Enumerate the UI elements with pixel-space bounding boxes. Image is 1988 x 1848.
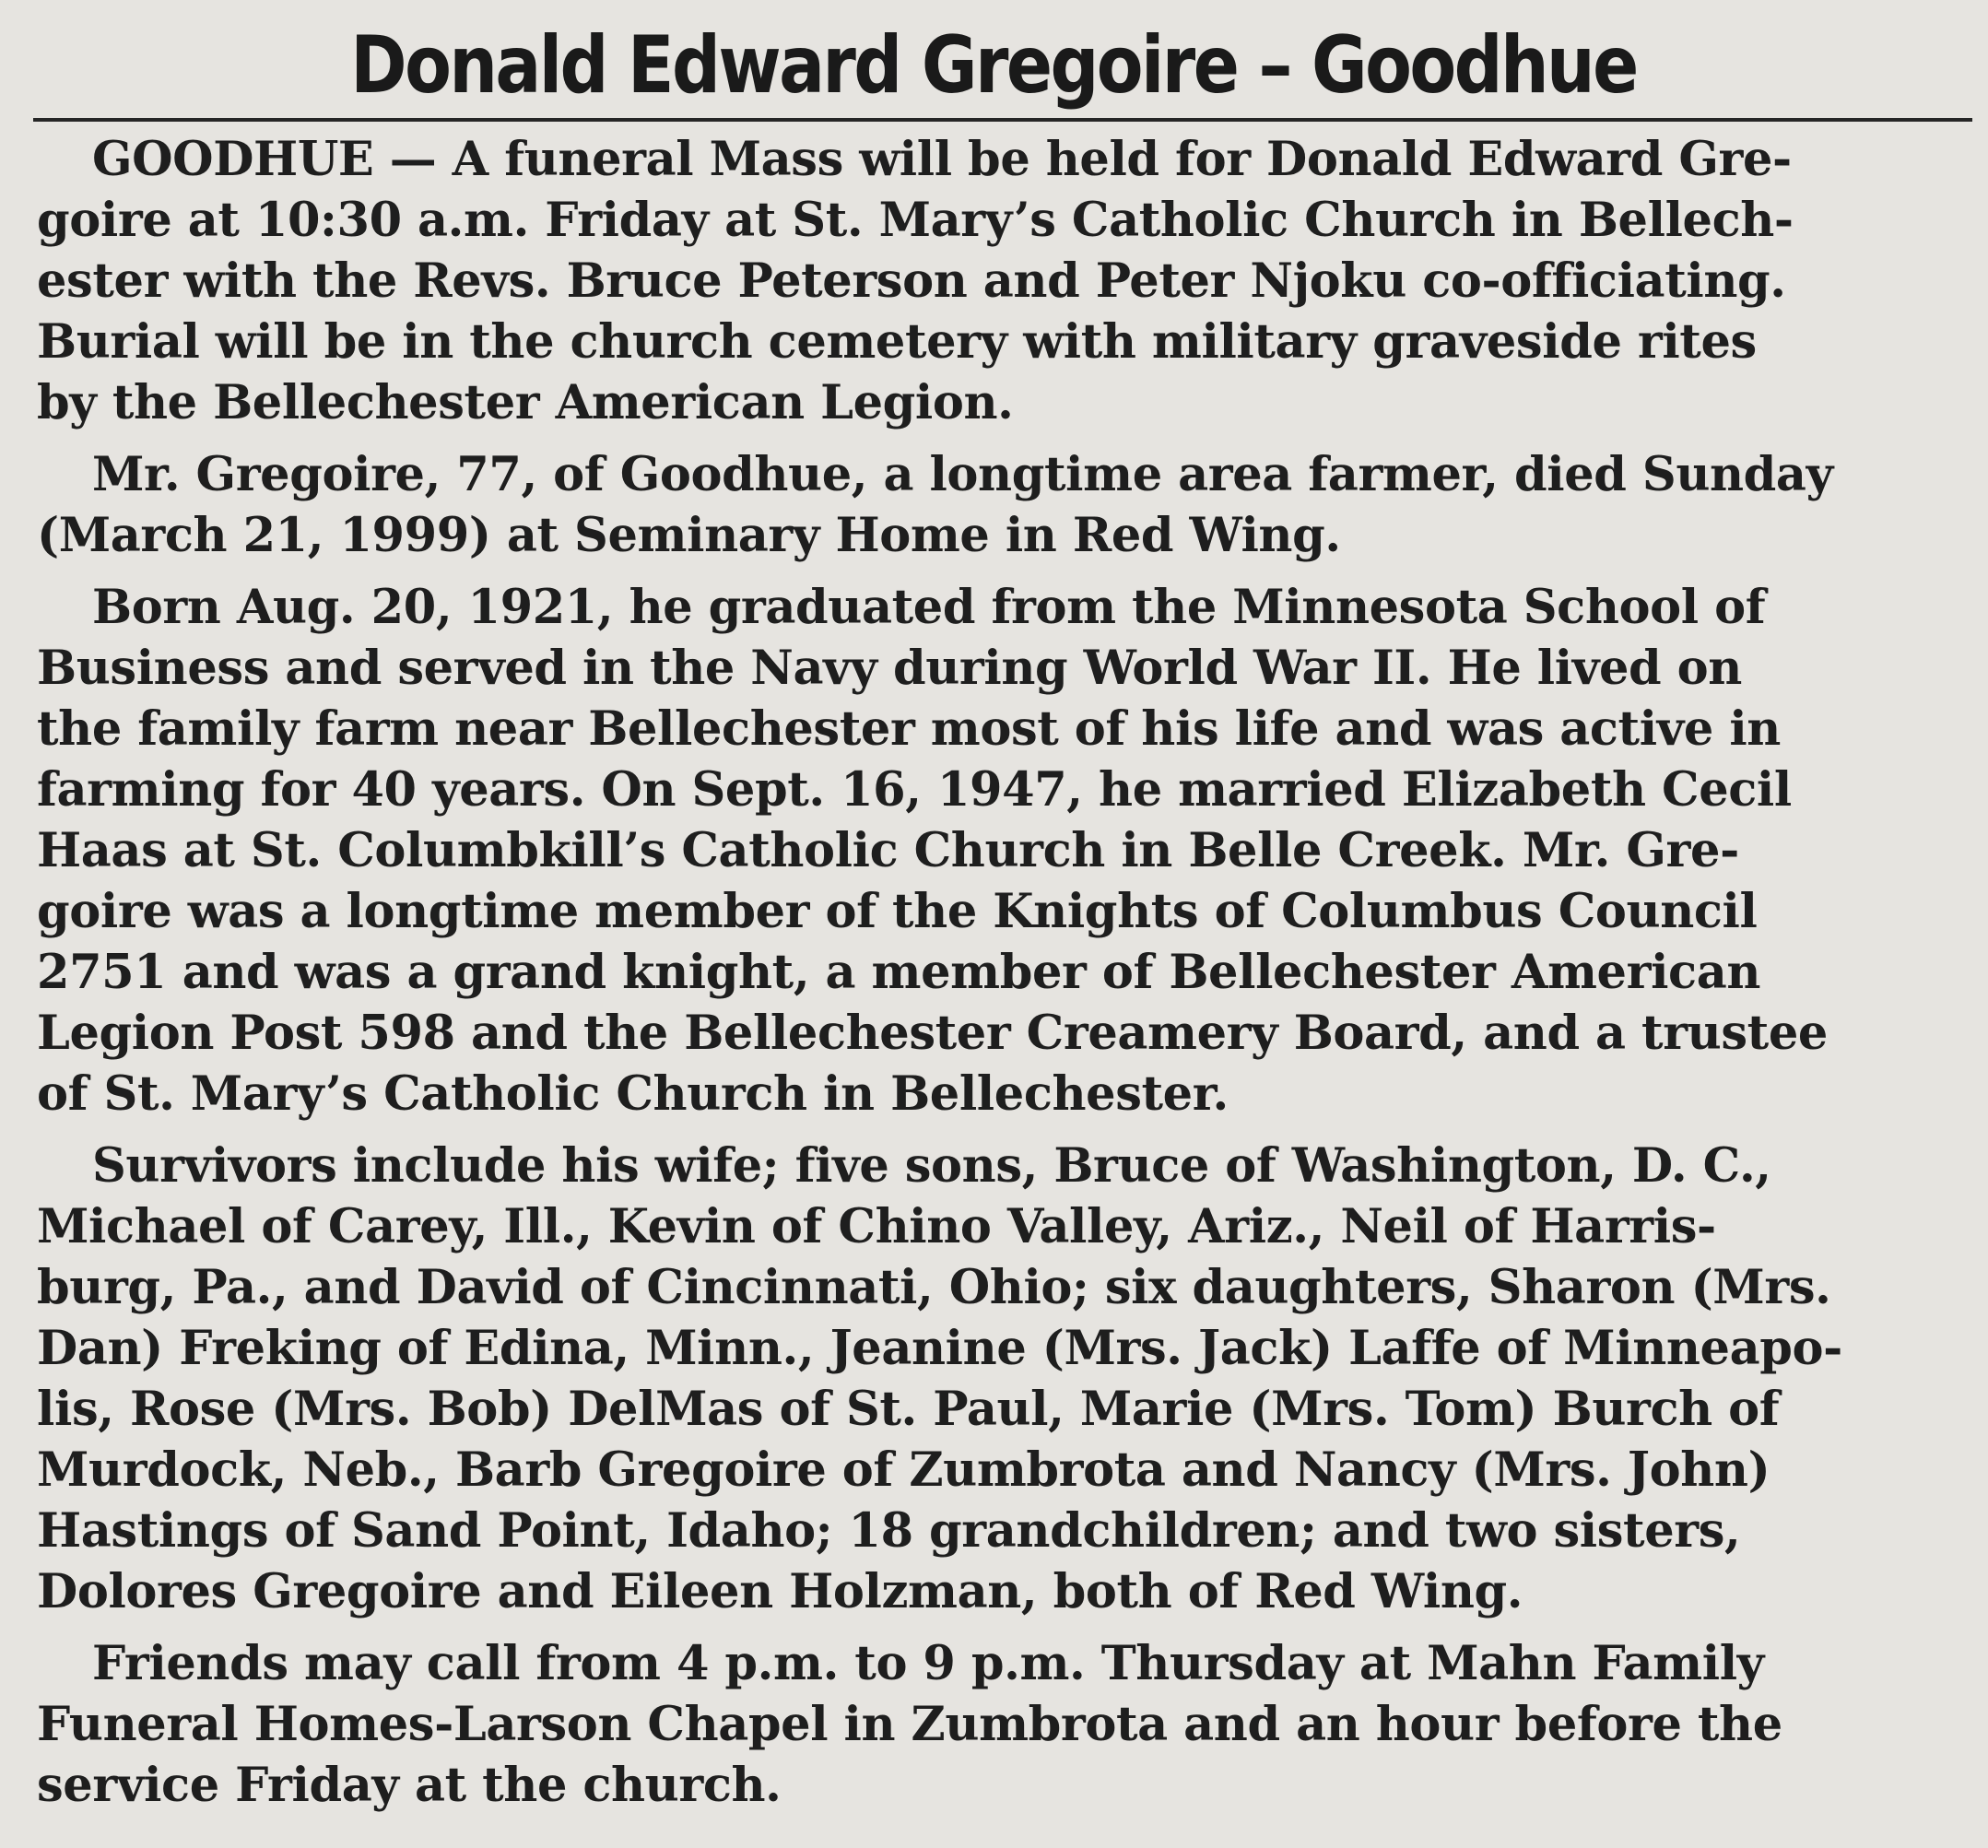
text-line: Murdock, Neb., Barb Gregoire of Zumbrota and Nancy (Mrs. John): [37, 1442, 1770, 1498]
text-line: Hastings of Sand Point, Idaho; 18 grandchildren; and two sisters,: [37, 1503, 1741, 1559]
text-line: Funeral Homes-Larson Chapel in Zumbrota and an hour before the: [37, 1697, 1782, 1752]
text-line: Business and served in the Navy during World War II. He lived on: [37, 641, 1742, 696]
obituary-paragraph: [37, 577, 1954, 1124]
text-line: by the Bellechester American Legion.: [37, 375, 1014, 430]
obituary-body: [37, 129, 1954, 1827]
text-line: Legion Post 598 and the Bellechester Creamery Board, and a trustee: [37, 1006, 1828, 1061]
text-line: Michael of Carey, Ill., Kevin of Chino Valley, Ariz., Neil of Harris-: [37, 1199, 1716, 1254]
text-line: of St. Mary’s Catholic Church in Bellechester.: [37, 1066, 1229, 1122]
obituary-headline: Donald Edward Gregoire – Goodhue: [350, 19, 1637, 112]
obituary-paragraph: [37, 444, 1954, 566]
text-line: burg, Pa., and David of Cincinnati, Ohio; six daughters, Sharon (Mrs.: [37, 1260, 1831, 1315]
text-line: Dan) Freking of Edina, Minn., Jeanine (Mrs. Jack) Laffe of Minneapo-: [37, 1321, 1842, 1376]
text-line: Mr. Gregoire, 77, of Goodhue, a longtime area farmer, died Sunday: [92, 447, 1833, 502]
text-line: service Friday at the church.: [37, 1758, 782, 1813]
text-line: GOODHUE — A funeral Mass will be held for Donald Edward Gre-: [92, 132, 1792, 187]
text-line: the family farm near Bellechester most of his life and was active in: [37, 701, 1781, 757]
text-line: Survivors include his wife; five sons, Bruce of Washington, D. C.,: [92, 1138, 1771, 1194]
text-line: lis, Rose (Mrs. Bob) DelMas of St. Paul, Marie (Mrs. Tom) Burch of: [37, 1382, 1780, 1437]
text-line: Dolores Gregoire and Eileen Holzman, both of Red Wing.: [37, 1564, 1523, 1619]
text-line: (March 21, 1999) at Seminary Home in Red Wing.: [37, 508, 1341, 563]
text-line: Haas at St. Columbkill’s Catholic Church in Belle Creek. Mr. Gre-: [37, 823, 1739, 878]
text-line: farming for 40 years. On Sept. 16, 1947, he married Elizabeth Cecil: [37, 762, 1792, 818]
text-line: ester with the Revs. Bruce Peterson and Peter Njoku co-officiating.: [37, 253, 1786, 309]
headline-rule: [33, 118, 1972, 122]
obituary-paragraph: [37, 1136, 1954, 1622]
obituary-paragraph: [37, 129, 1954, 433]
text-line: 2751 and was a grand knight, a member of Bellechester American: [37, 945, 1761, 1000]
obituary-paragraph: [37, 1633, 1954, 1816]
text-line: goire at 10:30 a.m. Friday at St. Mary’s Catholic Church in Bellech-: [37, 193, 1794, 248]
text-line: Born Aug. 20, 1921, he graduated from the Minnesota School of: [92, 580, 1766, 635]
text-line: goire was a longtime member of the Knights of Columbus Council: [37, 884, 1758, 939]
text-line: Burial will be in the church cemetery with military graveside rites: [37, 314, 1757, 370]
text-line: Friends may call from 4 p.m. to 9 p.m. Thursday at Mahn Family: [92, 1636, 1764, 1691]
